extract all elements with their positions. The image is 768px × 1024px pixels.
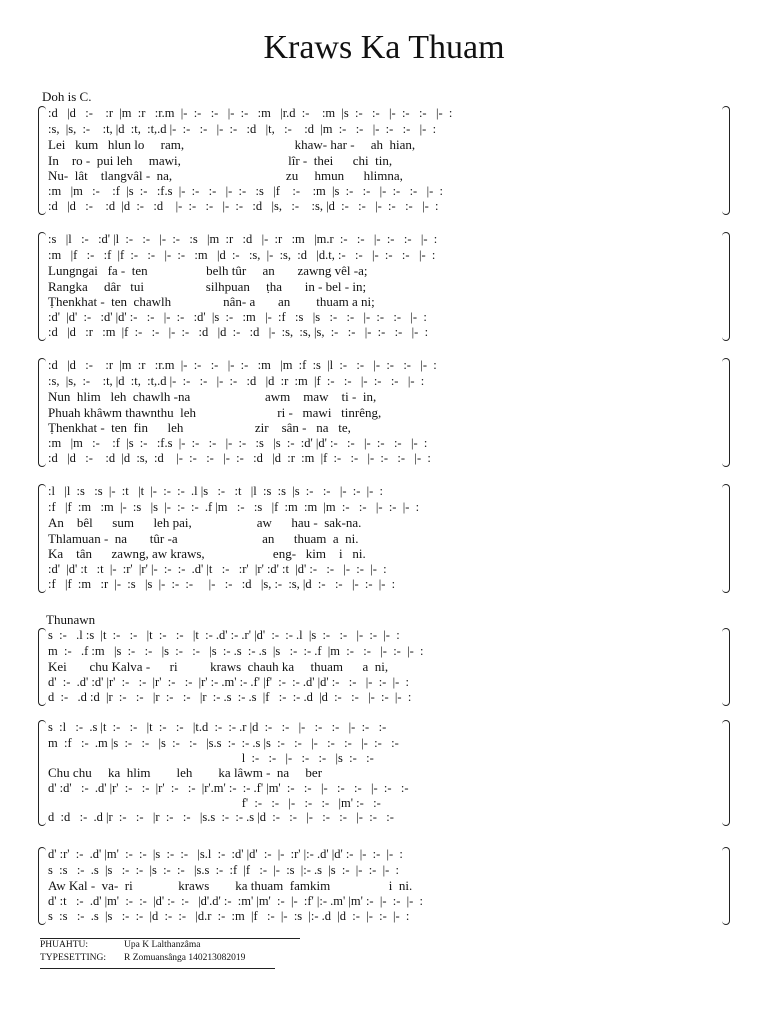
notation-line: :s |l :- :d' |l :- :- |- :- :s |m :r :d |- :r :m |m.r :- :- |- :- :- |- : <box>48 232 438 246</box>
notation-line: :d' |d' :- :d' |d' :- :- |- :- :d' |s :- :m |- :f :s |s :- :- |- :- :- |- : <box>48 309 427 324</box>
lyric-line: An bêl sum leh pai, aw hau - sak-na. <box>48 515 362 530</box>
notation-line: s :l :- .s |t :- :- |t :- :- |t.d :- :- .r |d :- :- |- :- :- |- :- :- <box>48 720 387 734</box>
lyric-line: Ṭhenkhat - ten fin leh zir sân - na te, <box>48 420 351 435</box>
brace-right <box>722 628 730 706</box>
lyric-line: Chu chu ka hlim leh ka lâwm - na ber <box>48 765 323 780</box>
brace-left <box>38 106 46 215</box>
brace-left <box>38 847 46 925</box>
music-system-5 <box>38 628 730 706</box>
brace-right <box>722 847 730 925</box>
lyric-line: Aw Kal - va- ri kraws ka thuam famkim i ni. <box>48 878 413 893</box>
lyric-line: In ro - pui leh mawi, lîr - thei chi tin, <box>48 152 393 168</box>
notation-line: :m |f :- :f |f :- :- |- :- :m |d :- :s, |- :s, :d |d.t, :- :- |- :- :- |- : <box>48 247 436 262</box>
lyric-line: Kei chu Kalva - ri kraws chauh ka thuam a ni, <box>48 659 389 674</box>
notation-line: s :s :- .s |s :- :- |s :- :- |s.s :- :f |f :- |- :s |:- .s |s :- |- :- |- : <box>48 862 399 877</box>
lyric-line: Phuah khâwm thawnthu leh ri - mawi tinrêng, <box>48 404 382 420</box>
notation-line: d' :d' :- .d' |r' :- :- |r' :- :- |r'.m' :- :- .f' |m' :- :- |- :- :- |- :- :- <box>48 780 409 795</box>
notation-line: :d |d :- :r |m :r :r.m |- :- :- |- :- :m |r.d :- :m |s :- :- |- :- :- |- : <box>48 106 453 120</box>
notation-line: :s, |s, :- :t, |d :t, :t,.d |- :- :- |- :- :d |d :r :m |f :- :- |- :- :- |- : <box>48 373 425 388</box>
notation-line: d :- .d :d |r :- :- |r :- :- |r :- .s :- .s |f :- :- .d |d :- :- |- :- |- : <box>48 690 412 704</box>
notation-line: :m |m :- :f |s :- :f.s |- :- :- |- :- :s |f :- :m |s :- :- |- :- :- |- : <box>48 183 443 198</box>
lyric-line: Thlamuan - na tûr -a an thuam a ni. <box>48 530 359 546</box>
notation-line: :f |f :m :r |- :s |s |- :- :- |- :- :d |s, :- :s, |d :- :- |- :- |- : <box>48 577 396 591</box>
notation-line: :s, |s, :- :t, |d :t, :t,.d |- :- :- |- :- :d |t, :- :d |m :- :- |- :- :- |- : <box>48 121 437 136</box>
lyric-line: Nun hlim leh chawlh -na awm maw ti - in, <box>48 389 377 404</box>
brace-left <box>38 720 46 826</box>
music-system-3 <box>38 358 730 467</box>
notation-line: s :s :- .s |s :- :- |d :- :- |d.r :- :m |f :- |- :s |:- .d |d :- |- :- |- : <box>48 909 410 923</box>
brace-left <box>38 232 46 341</box>
refrain-label: Thunawn <box>46 612 96 627</box>
key-signature: Doh is C. <box>42 89 92 104</box>
music-system-4 <box>38 484 730 593</box>
notation-line: :m |m :- :f |s :- :f.s |- :- :- |- :- :s |s :- :d' |d' :- :- |- :- :- |- : <box>48 435 428 450</box>
lyric-line: Lungngai fa - ten belh tûr an zawng vêl -a; <box>48 263 368 278</box>
brace-right <box>722 358 730 467</box>
lyric-line: Nu- lât tlangvâl - na, zu hmun hlimna, <box>48 168 403 183</box>
extension-line: f' :- :- |- :- :- |m' :- :- <box>48 796 381 810</box>
notation-line: :f |f :m :m |- :s |s |- :- :- .f |m :- :s |f :m :m |m :- :- |- :- |- : <box>48 499 420 514</box>
notation-line: :d |d :- :d |d :s, :d |- :- :- |- :- :d |d :r :m |f :- :- |- :- :- |- : <box>48 451 431 465</box>
credit-label: TYPESETTING: <box>40 953 106 963</box>
credit-rule <box>40 968 275 969</box>
notation-line: m :- .f :m |s :- :- |s :- :- |s :- .s :- .s |s :- :- .f |m :- :- |- :- |- : <box>48 643 424 658</box>
notation-line: m :f :- .m |s :- :- |s :- :- |s.s :- :- .s |s :- :- |- :- :- |- :- :- <box>48 735 399 750</box>
credit-label: PHUAHTU: <box>40 940 89 950</box>
notation-line: d' :- .d' :d' |r' :- :- |r' :- :- |r' :- .m' :- .f' |f' :- :- .d' |d' :- :- |- :- |- : <box>48 674 409 689</box>
credit-typesetting <box>40 952 300 965</box>
page-title: Kraws Ka Thuam <box>263 29 505 66</box>
music-system-1 <box>38 106 730 215</box>
brace-left <box>38 484 46 593</box>
brace-right <box>722 484 730 593</box>
brace-right <box>722 232 730 341</box>
notation-line: :d |d :- :d |d :- :d |- :- :- |- :- :d |s, :- :s, |d :- :- |- :- :- |- : <box>48 199 439 213</box>
lyric-line: Ka tân zawng, aw kraws, eng- kim i ni. <box>48 546 366 561</box>
notation-line: d' :t :- .d' |m' :- :- |d' :- :- |d'.d' :- :m' |m' :- |- :f' |:- .m' |m' :- |- :- |- : <box>48 893 424 908</box>
credit-value: R Zomuansânga 140213082019 <box>124 953 246 963</box>
notation-line: d :d :- .d |r :- :- |r :- :- |s.s :- :- .s |d :- :- |- :- :- |- :- :- <box>48 810 394 824</box>
notation-line: :d |d :r :m |f :- :- |- :- :d |d :- :d |- :s, :s, |s, :- :- |- :- :- |- : <box>48 325 429 339</box>
lyric-line: Ṭhenkhat - ten chawlh nân- a an thuam a ni; <box>48 294 375 309</box>
notation-line: :d' |d' :t :t |- :r' |r' |- :- :- .d' |t :- :r' |r' :d' :t |d' :- :- |- :- |- : <box>48 561 387 576</box>
music-system-7 <box>38 847 730 925</box>
music-system-2 <box>38 232 730 341</box>
brace-left <box>38 628 46 706</box>
notation-line: d' :r' :- .d' |m' :- :- |s :- :- |s.l :- :d' |d' :- |- :r' |:- .d' |d' :- |- :- |- : <box>48 847 403 861</box>
notation-line: :l |l :s :s |- :t |t |- :- :- .l |s :- :t |l :s :s |s :- :- |- :- |- : <box>48 484 384 498</box>
lyric-line: Lei kum hlun lo ram, khaw- har - ah hian, <box>48 137 416 152</box>
brace-right <box>722 106 730 215</box>
credit-value: Upa K Lalthanzâma <box>124 940 201 950</box>
lyric-line: Rangka dâr tui silhpuan ṭha in - bel - in; <box>48 278 367 294</box>
credit-composer <box>40 939 300 952</box>
brace-left <box>38 358 46 467</box>
credits <box>40 938 300 965</box>
notation-line: s :- .l :s |t :- :- |t :- :- |t :- .d' :- .r' |d' :- :- .l |s :- :- |- :- |- : <box>48 628 400 642</box>
notation-line: :d |d :- :r |m :r :r.m |- :- :- |- :- :m |m :f :s |l :- :- |- :- :- |- : <box>48 358 437 372</box>
brace-right <box>722 720 730 826</box>
extension-line: l :- :- |- :- :- |s :- :- <box>48 751 374 765</box>
music-system-6 <box>38 720 730 826</box>
